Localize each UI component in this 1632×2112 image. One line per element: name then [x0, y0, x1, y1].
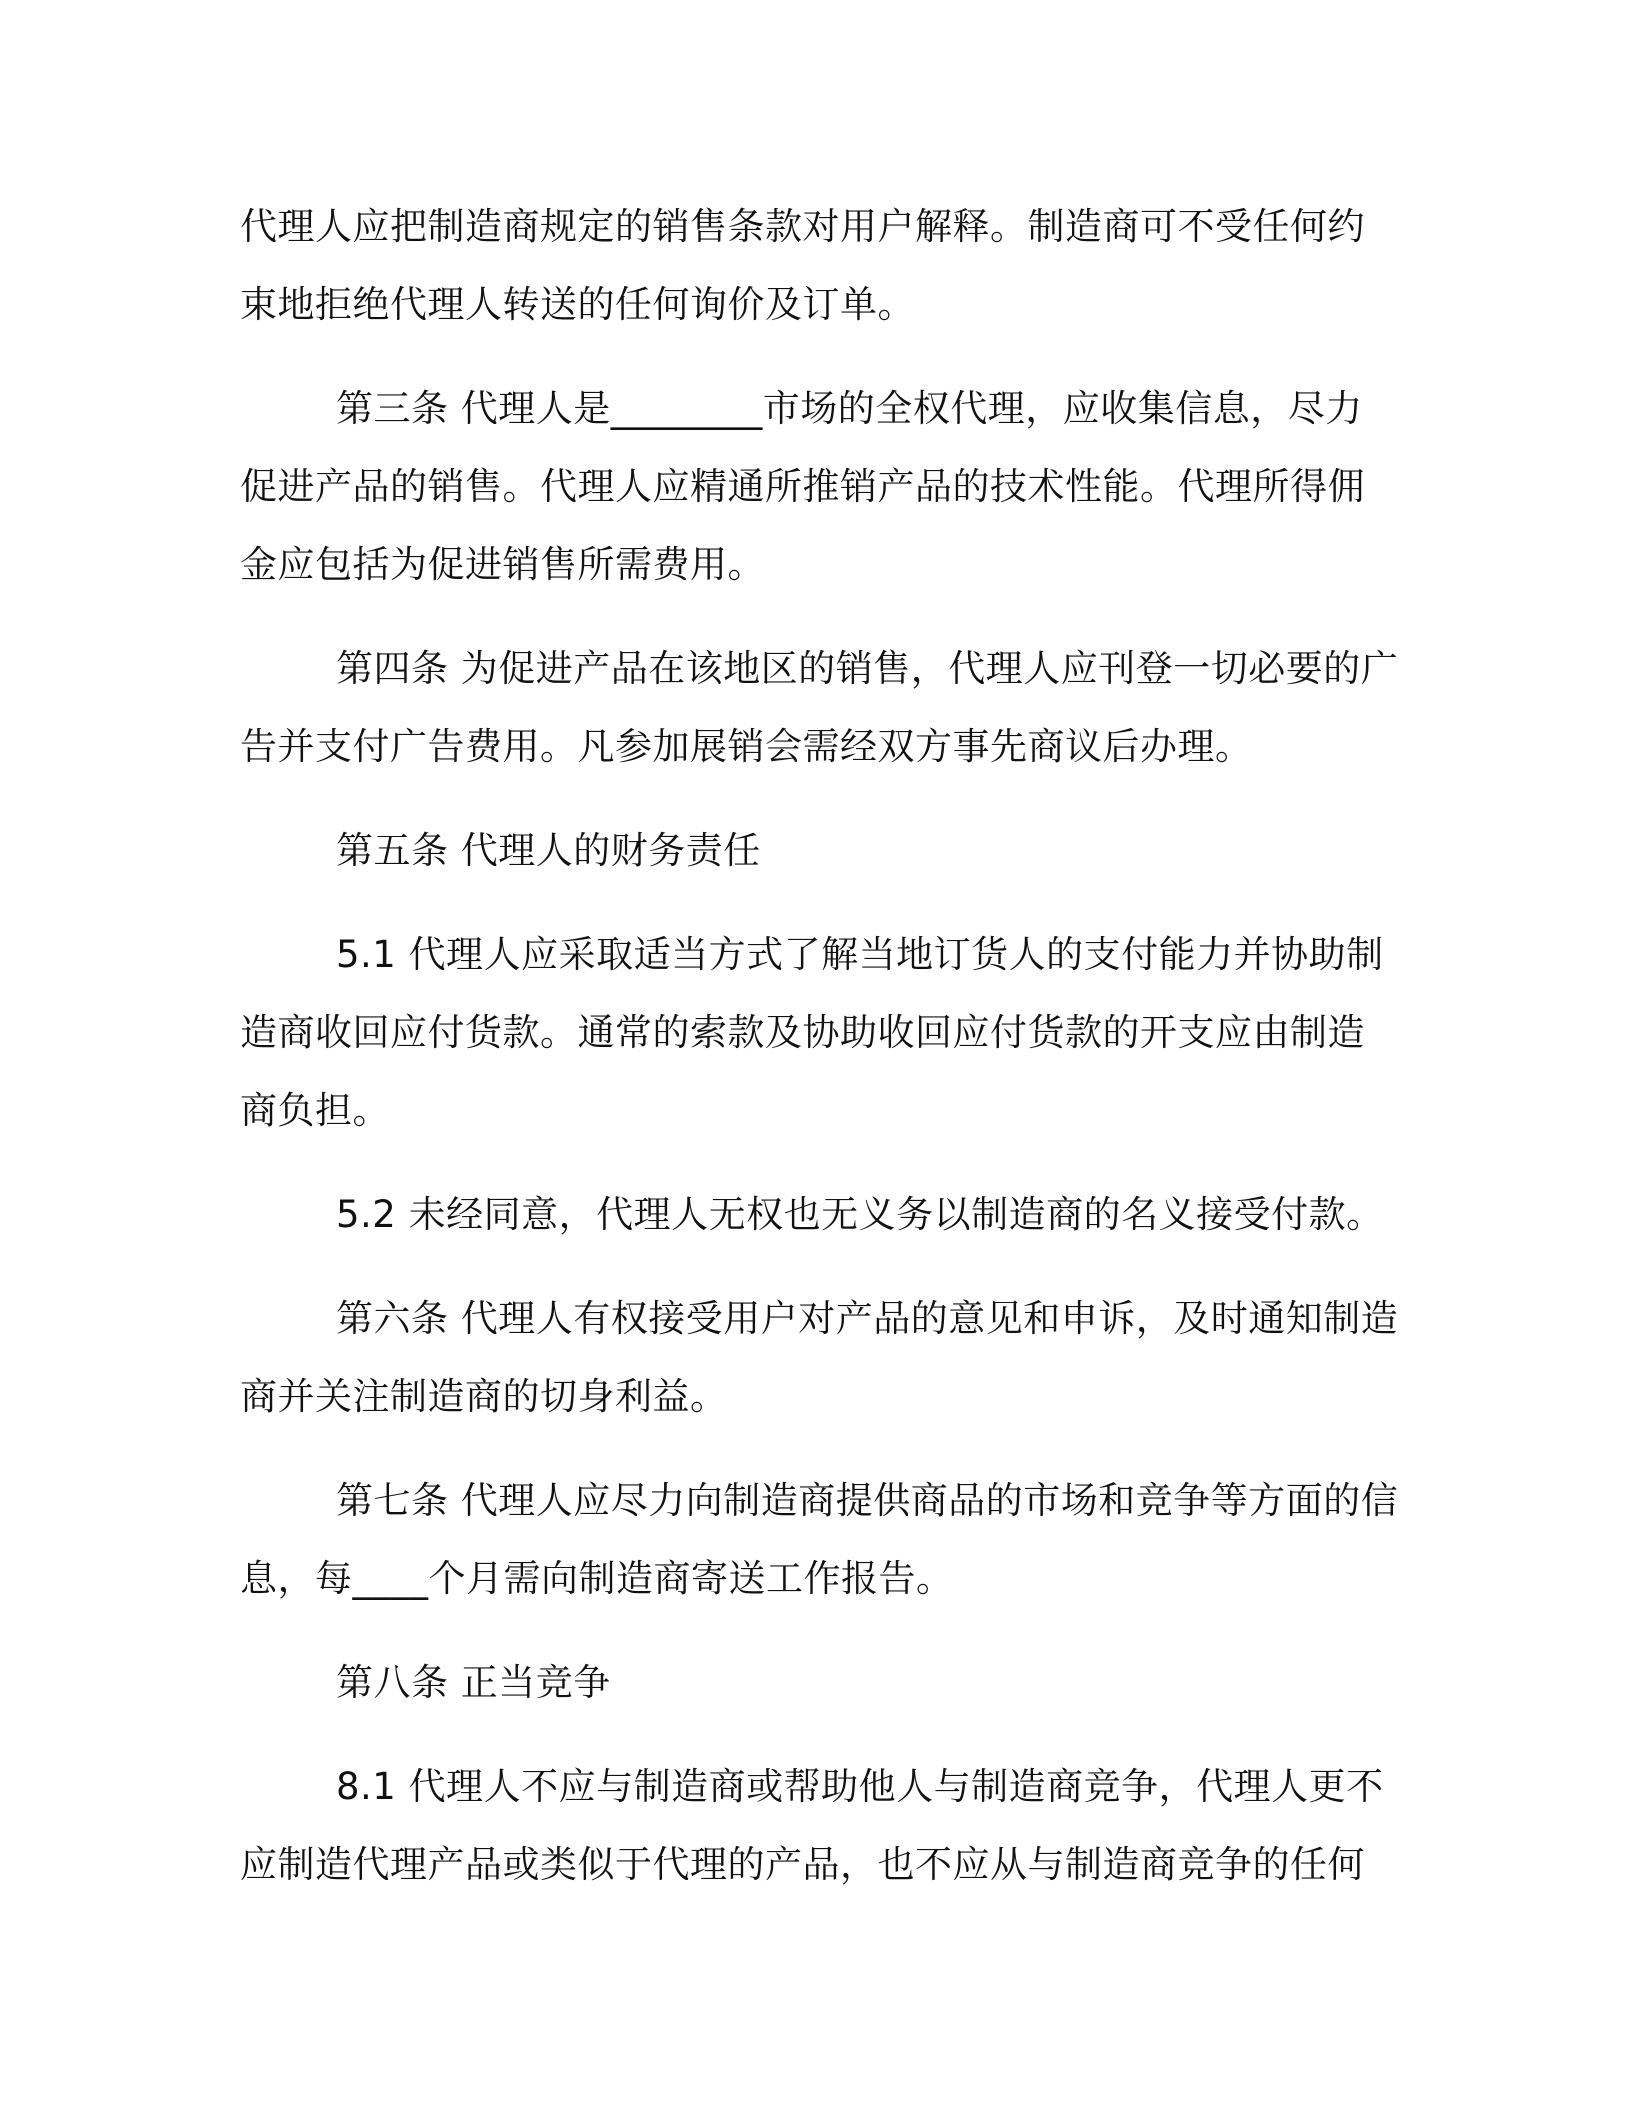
paragraph-clause-5-2: 5.2 未经同意，代理人无权也无义务以制造商的名义接受付款。: [336, 1193, 1384, 1236]
paragraph-article-7: 第七条 代理人应尽力向制造商提供商品的市场和竞争等方面的信息，每____个月需向制造商寄送工作报告。: [240, 1479, 1399, 1600]
paragraph-clause-8-1: 8.1 代理人不应与制造商或帮助他人与制造商竞争，代理人更不应制造代理产品或类似于代理的产品，也不应从与制造商竞争的任何: [240, 1765, 1384, 1886]
paragraph-article-6: 第六条 代理人有权接受用户对产品的意见和申诉，及时通知制造商并关注制造商的切身利益。: [240, 1297, 1399, 1418]
paragraph-article-3: 第三条 代理人是________市场的全权代理，应收集信息，尽力促进产品的销售。代理人应精通所推销产品的技术性能。代理所得佣金应包括为促进销售所需费用。: [240, 387, 1365, 586]
paragraph-article-5-heading: 第五条 代理人的财务责任: [336, 829, 761, 872]
paragraph-continuation: 代理人应把制造商规定的销售条款对用户解释。制造商可不受任何约束地拒绝代理人转送的任何询价及订单。: [240, 205, 1365, 326]
document-body: [240, 188, 1400, 1930]
paragraph-article-4: 第四条 为促进产品在该地区的销售，代理人应刊登一切必要的广告并支付广告费用。凡参加展销会需经双方事先商议后办理。: [240, 647, 1399, 768]
paragraph-clause-5-1: 5.1 代理人应采取适当方式了解当地订货人的支付能力并协助制造商收回应付货款。通常的索款及协助收回应付货款的开支应由制造商负担。: [240, 933, 1384, 1132]
paragraph-article-8-heading: 第八条 正当竞争: [336, 1661, 611, 1704]
